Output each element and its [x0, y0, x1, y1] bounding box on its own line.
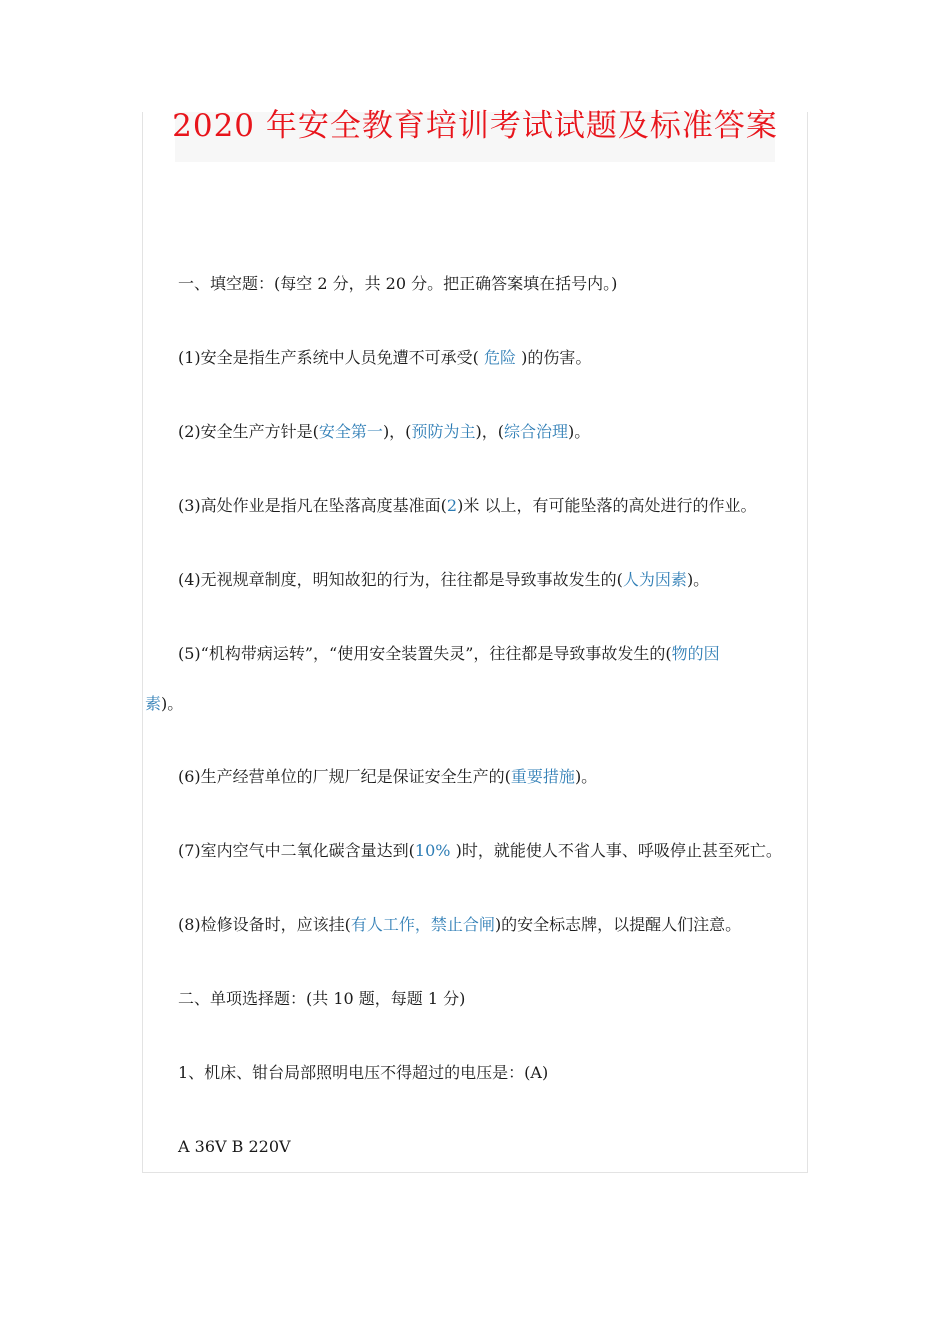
q5-answer: 物的因	[671, 644, 720, 663]
q6-text-after: )。	[574, 767, 598, 786]
question-5	[178, 642, 720, 666]
section2-heading: 二、单项选择题：(共 10 题，每题 1 分)	[178, 989, 466, 1008]
q1-text-after: )的伤害。	[521, 348, 592, 367]
q5-text-after: )。	[161, 694, 184, 713]
q4-text-before: (4)无视规章制度，明知故犯的行为，往往都是导致事故发生的(	[178, 570, 623, 589]
q1-text-before: (1)安全是指生产系统中人员免遭不可承受(	[178, 348, 479, 367]
q2-text-before: (2)安全生产方针是(	[178, 422, 319, 441]
mc-question-1-options: A 36V B 220V	[178, 1137, 291, 1156]
q8-text-after: )的安全标志牌，以提醒人们注意。	[494, 915, 742, 934]
q2-answer-1: 安全第一	[318, 422, 383, 441]
q4-answer: 人为因素	[622, 570, 687, 589]
q4-text-after: )。	[686, 570, 710, 589]
q6-text-before: (6)生产经营单位的厂规厂纪是保证安全生产的(	[178, 767, 511, 786]
q3-text-after: )米 以上，有可能坠落的高处进行的作业。	[457, 496, 757, 515]
question-2	[178, 420, 590, 444]
question-8	[178, 913, 741, 937]
question-7	[178, 839, 782, 863]
q2-answer-3: 综合治理	[503, 422, 568, 441]
mc-question-1: 1、机床、钳台局部照明电压不得超过的电压是：(A)	[178, 1063, 549, 1082]
document-title: 2020 年安全教育培训考试试题及标准答案	[172, 108, 778, 144]
q2-separator-2: )，(	[475, 422, 504, 441]
question-3	[178, 494, 756, 518]
section1-heading: 一、填空题：(每空 2 分，共 20 分。把正确答案填在括号内。)	[178, 274, 618, 293]
q7-text-before: (7)室内空气中二氧化碳含量达到(	[178, 841, 415, 860]
q3-answer: 2	[446, 496, 458, 515]
q7-answer: 10%	[414, 841, 451, 860]
q2-separator-1: )，(	[382, 422, 412, 441]
q8-answer: 有人工作，禁止合闸	[350, 915, 495, 934]
q8-text-before: (8)检修设备时，应该挂(	[178, 915, 351, 934]
question-4	[178, 568, 709, 592]
q2-answer-2: 预防为主	[411, 422, 476, 441]
question-5-continued	[145, 692, 183, 716]
q6-answer: 重要措施	[510, 767, 575, 786]
question-6	[178, 765, 597, 789]
q2-text-after: )。	[567, 422, 591, 441]
q5-answer-continued: 素	[145, 694, 162, 713]
question-1	[178, 346, 591, 370]
q3-text-before: (3)高处作业是指凡在坠落高度基准面(	[178, 496, 447, 515]
q1-answer: 危险	[478, 348, 522, 367]
q5-text-before: (5)“机构带病运转”，“使用安全装置失灵”，往往都是导致事故发生的(	[178, 644, 672, 663]
q7-text-after: )时，就能使人不省人事、呼吸停止甚至死亡。	[450, 841, 782, 860]
